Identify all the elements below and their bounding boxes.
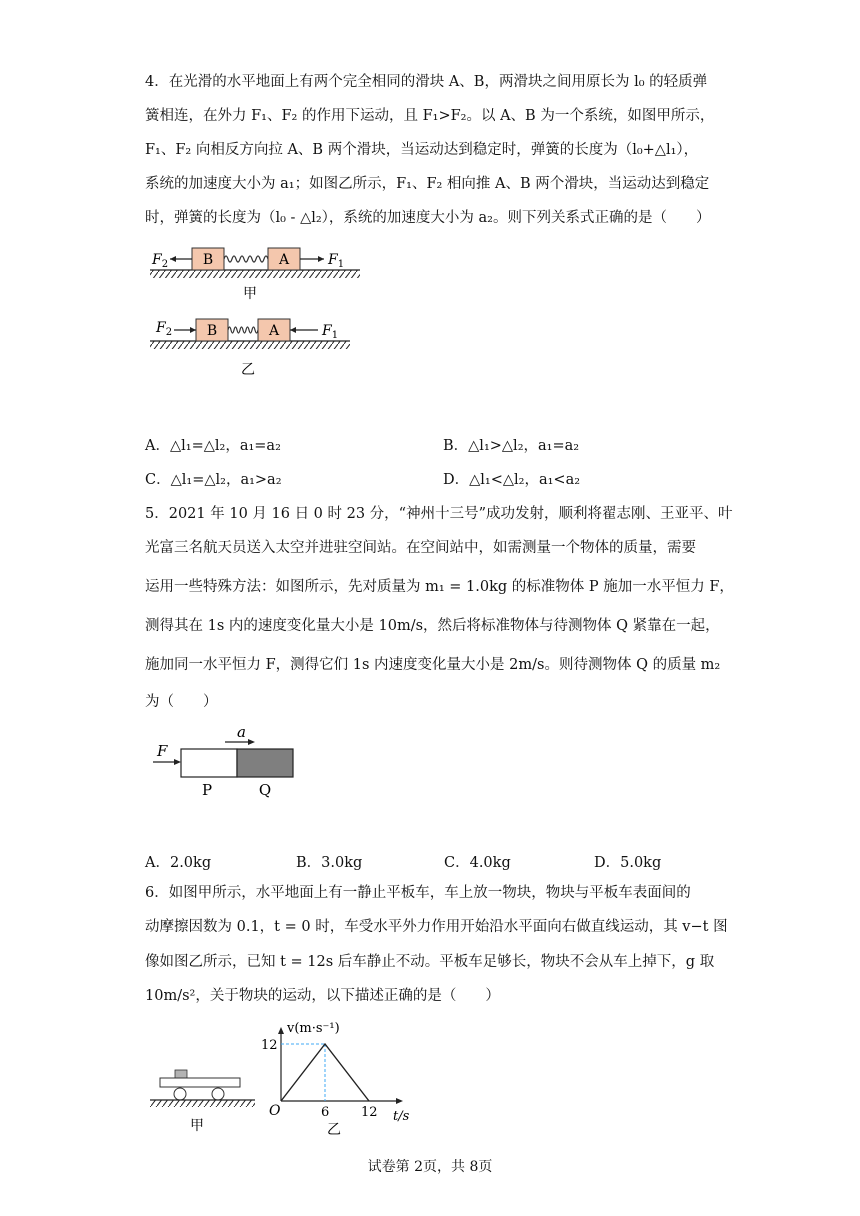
q4-line-2: 簧相连，在外力 F₁、F₂ 的作用下运动，且 F₁>F₂。以 A、B 为一个系统，如图甲所示， [145, 108, 715, 124]
flat-cart [160, 1078, 240, 1087]
q5-line-6: 为（ ） [145, 694, 218, 710]
f1-yi: $F_1$ [322, 323, 339, 341]
cart-wheel-right [212, 1088, 224, 1100]
origin-label: O [269, 1103, 281, 1119]
q4-option-c[interactable]: C．△l₁=△l₂，a₁>a₂ [145, 472, 282, 488]
q6-line-1: 6．如图甲所示，水平地面上有一静止平板车，车上放一物块，物块与平板车表面间的 [145, 885, 691, 901]
caption-yi: 乙 [241, 362, 255, 378]
page-footer: 试卷第 2页，共 8页 [367, 1159, 493, 1175]
block-q [237, 749, 293, 777]
q4-option-b[interactable]: B．△l₁>△l₂，a₁=a₂ [443, 438, 580, 454]
block-b-jia-label: B [202, 252, 214, 268]
spring-yi [228, 327, 258, 333]
spring-jia [224, 256, 272, 262]
q5-line-4: 测得其在 1s 内的速度变化量大小是 10m/s，然后将标准物体与待测物体 Q 紧靠在一起， [145, 618, 720, 634]
f1-jia: $F_1$ [328, 252, 345, 270]
q6-line-3: 像如图乙所示，已知 t = 12s 后车静止不动。平板车足够长，物块不会从车上掉下，g 取 [145, 954, 715, 970]
caption-jia: 甲 [243, 286, 257, 302]
accel-label: a [237, 723, 246, 741]
label-q: Q [258, 781, 272, 799]
f2-jia: $F_2$ [152, 252, 169, 270]
q5-line-1: 5．2021 年 10 月 16 日 0 时 23 分，“神州十三号”成功发射，顺利将翟志刚、王亚平、叶 [145, 506, 733, 522]
label-p: P [201, 781, 213, 799]
block-a-yi-label: A [268, 323, 280, 339]
v-tick-12: 12 [261, 1038, 278, 1053]
t-axis-label: t/s [393, 1109, 410, 1124]
q5-option-b[interactable]: B．3.0kg [296, 855, 363, 871]
q6-caption-yi: 乙 [327, 1122, 341, 1138]
force-label: F [157, 742, 168, 760]
q5-figure [145, 720, 315, 805]
block-on-cart [175, 1070, 187, 1078]
f2-yi: $F_2$ [156, 320, 173, 338]
q4-line-5: 时，弹簧的长度为（l₀ - △l₂），系统的加速度大小为 a₂。则下列关系式正确的是（ ） [145, 210, 711, 226]
v-axis-label: v(m·s⁻¹) [287, 1021, 340, 1036]
t-tick-12: 12 [361, 1105, 378, 1120]
q5-option-a[interactable]: A．2.0kg [145, 855, 212, 871]
q4-line-4: 系统的加速度大小为 a₁；如图乙所示，F₁、F₂ 相向推 A、B 两个滑块，当运动达到稳定 [145, 176, 710, 192]
block-b-yi-label: B [206, 323, 218, 339]
q4-figure [140, 240, 370, 380]
q6-figure [145, 1018, 425, 1138]
q4-option-d[interactable]: D．△l₁<△l₂，a₁<a₂ [443, 472, 581, 488]
t-tick-6: 6 [321, 1105, 330, 1120]
cart-wheel-left [174, 1088, 186, 1100]
block-p [181, 749, 237, 777]
q6-line-4: 10m/s²，关于物块的运动，以下描述正确的是（ ） [145, 988, 500, 1004]
vt-line [281, 1044, 369, 1101]
q4-line-1: 4．在光滑的水平地面上有两个完全相同的滑块 A、B，两滑块之间用原长为 l₀ 的轻质弹 [145, 74, 708, 90]
block-a-jia-label: A [278, 252, 290, 268]
q4-option-a[interactable]: A．△l₁=△l₂，a₁=a₂ [145, 438, 281, 454]
q6-line-2: 动摩擦因数为 0.1，t = 0 时，车受水平外力作用开始沿水平面向右做直线运动，其 v−t 图 [145, 919, 728, 935]
q5-line-5: 施加同一水平恒力 F，测得它们 1s 内速度变化量大小是 2m/s。则待测物体 Q 的质量 m₂ [145, 657, 721, 673]
q6-caption-jia: 甲 [190, 1118, 204, 1134]
q5-option-d[interactable]: D．5.0kg [594, 855, 662, 871]
q4-line-3: F₁、F₂ 向相反方向拉 A、B 两个滑块，当运动达到稳定时，弹簧的长度为（l₀+△l₁）， [145, 142, 699, 158]
q5-option-c[interactable]: C．4.0kg [444, 855, 511, 871]
q5-line-3: 运用一些特殊方法：如图所示，先对质量为 m₁ = 1.0kg 的标准物体 P 施加一水平恒力 F， [145, 579, 734, 595]
q5-line-2: 光富三名航天员送入太空并进驻空间站。在空间站中，如需测量一个物体的质量，需要 [145, 540, 696, 556]
